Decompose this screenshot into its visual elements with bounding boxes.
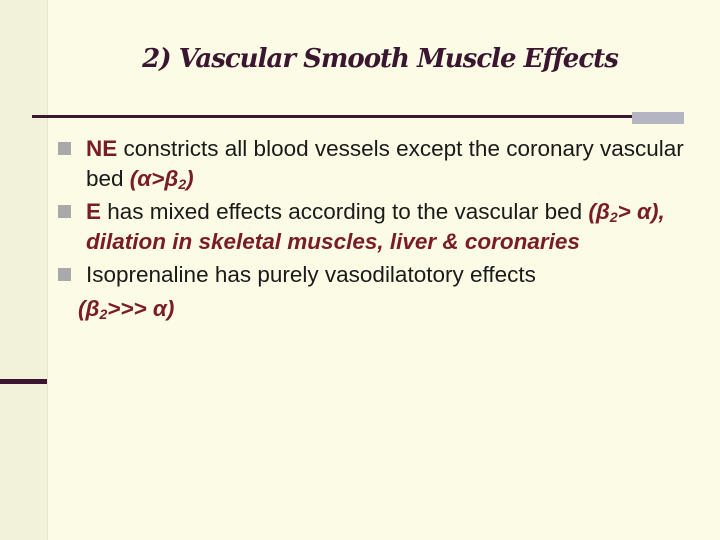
- bullet-text: Isoprenaline has purely vasodilatotory effects: [86, 262, 536, 287]
- bullet-continuation: $(\beta_2>>> \alpha)$: [78, 296, 175, 322]
- slide-title: 2) Vascular Smooth Muscle Effects: [142, 44, 618, 74]
- title-divider-accent: [632, 112, 684, 124]
- bullet-square-icon: [58, 142, 71, 155]
- bullet-note: $(\alpha>\beta_2)$: [129, 166, 194, 192]
- bullet-list: [58, 134, 718, 324]
- bullet-lead: NE: [86, 136, 118, 161]
- bullet-text: constricts all blood vessels except the coronary vascular bed: [86, 136, 684, 191]
- slide-side-band: [0, 0, 48, 540]
- bullet-lead: E: [86, 199, 102, 224]
- bullet-square-icon: [58, 205, 71, 218]
- title-divider: [32, 115, 632, 118]
- bullet-text: has mixed effects according to the vascular bed: [101, 199, 589, 224]
- bullet-item: [58, 260, 718, 290]
- bullet-item: [58, 134, 718, 194]
- bullet-item: [58, 197, 718, 257]
- bullet-square-icon: [58, 268, 71, 281]
- bullet-note: $(\beta_2> \alpha)$, dilation in skeletal muscles, liver & coronaries: [86, 199, 665, 254]
- side-accent-bar: [0, 379, 47, 384]
